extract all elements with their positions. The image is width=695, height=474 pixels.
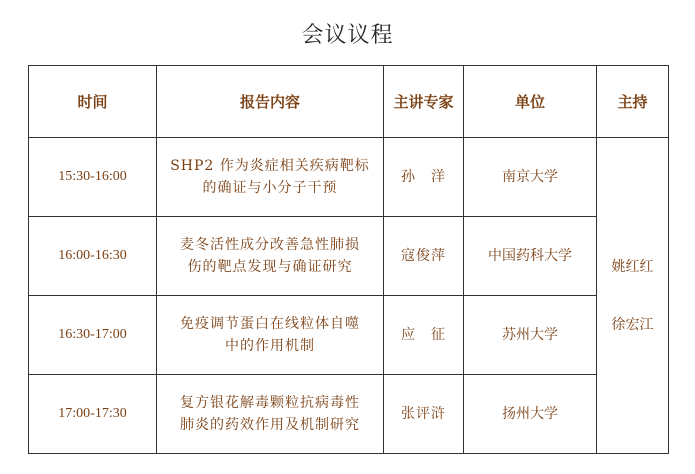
time-cell: 15:30-16:00: [29, 138, 157, 217]
speaker-cell: 孙 洋: [384, 138, 464, 217]
agenda-table: [28, 65, 669, 454]
content-line: SHP2 作为炎症相关疾病靶标: [170, 158, 370, 174]
table-row: [29, 375, 669, 454]
unit-cell: 苏州大学: [464, 296, 597, 375]
header-time: 时间: [29, 66, 157, 138]
header-unit: 单位: [464, 66, 597, 138]
host-name: 姚红红: [611, 258, 654, 275]
host-cell: [597, 138, 669, 454]
table-row: [29, 138, 669, 217]
header-speaker: 主讲专家: [384, 66, 464, 138]
unit-cell: 中国药科大学: [464, 217, 597, 296]
speaker-cell: 应 征: [384, 296, 464, 375]
table-row: [29, 217, 669, 296]
content-line: 的确证与小分子干预: [202, 180, 338, 196]
time-cell: 16:00-16:30: [29, 217, 157, 296]
content-line: 伤的靶点发现与确证研究: [187, 259, 353, 275]
table-row: [29, 296, 669, 375]
content-line: 麦冬活性成分改善急性肺损: [180, 237, 360, 253]
speaker-cell: 寇俊萍: [384, 217, 464, 296]
unit-cell: 南京大学: [464, 138, 597, 217]
header-content: 报告内容: [157, 66, 384, 138]
content-cell: [157, 375, 384, 454]
content-cell: [157, 138, 384, 217]
speaker-cell: 张评浒: [384, 375, 464, 454]
content-line: 中的作用机制: [225, 338, 315, 354]
content-line: 免疫调节蛋白在线粒体自噬: [180, 316, 360, 332]
page-title: 会议议程: [301, 23, 394, 48]
header-row: [29, 66, 669, 138]
content-line: 复方银花解毒颗粒抗病毒性: [180, 395, 360, 411]
header-host: 主持: [597, 66, 669, 138]
host-name: 徐宏江: [611, 316, 654, 333]
content-line: 肺炎的药效作用及机制研究: [180, 417, 360, 433]
time-cell: 16:30-17:00: [29, 296, 157, 375]
content-cell: [157, 217, 384, 296]
content-cell: [157, 296, 384, 375]
unit-cell: 扬州大学: [464, 375, 597, 454]
time-cell: 17:00-17:30: [29, 375, 157, 454]
